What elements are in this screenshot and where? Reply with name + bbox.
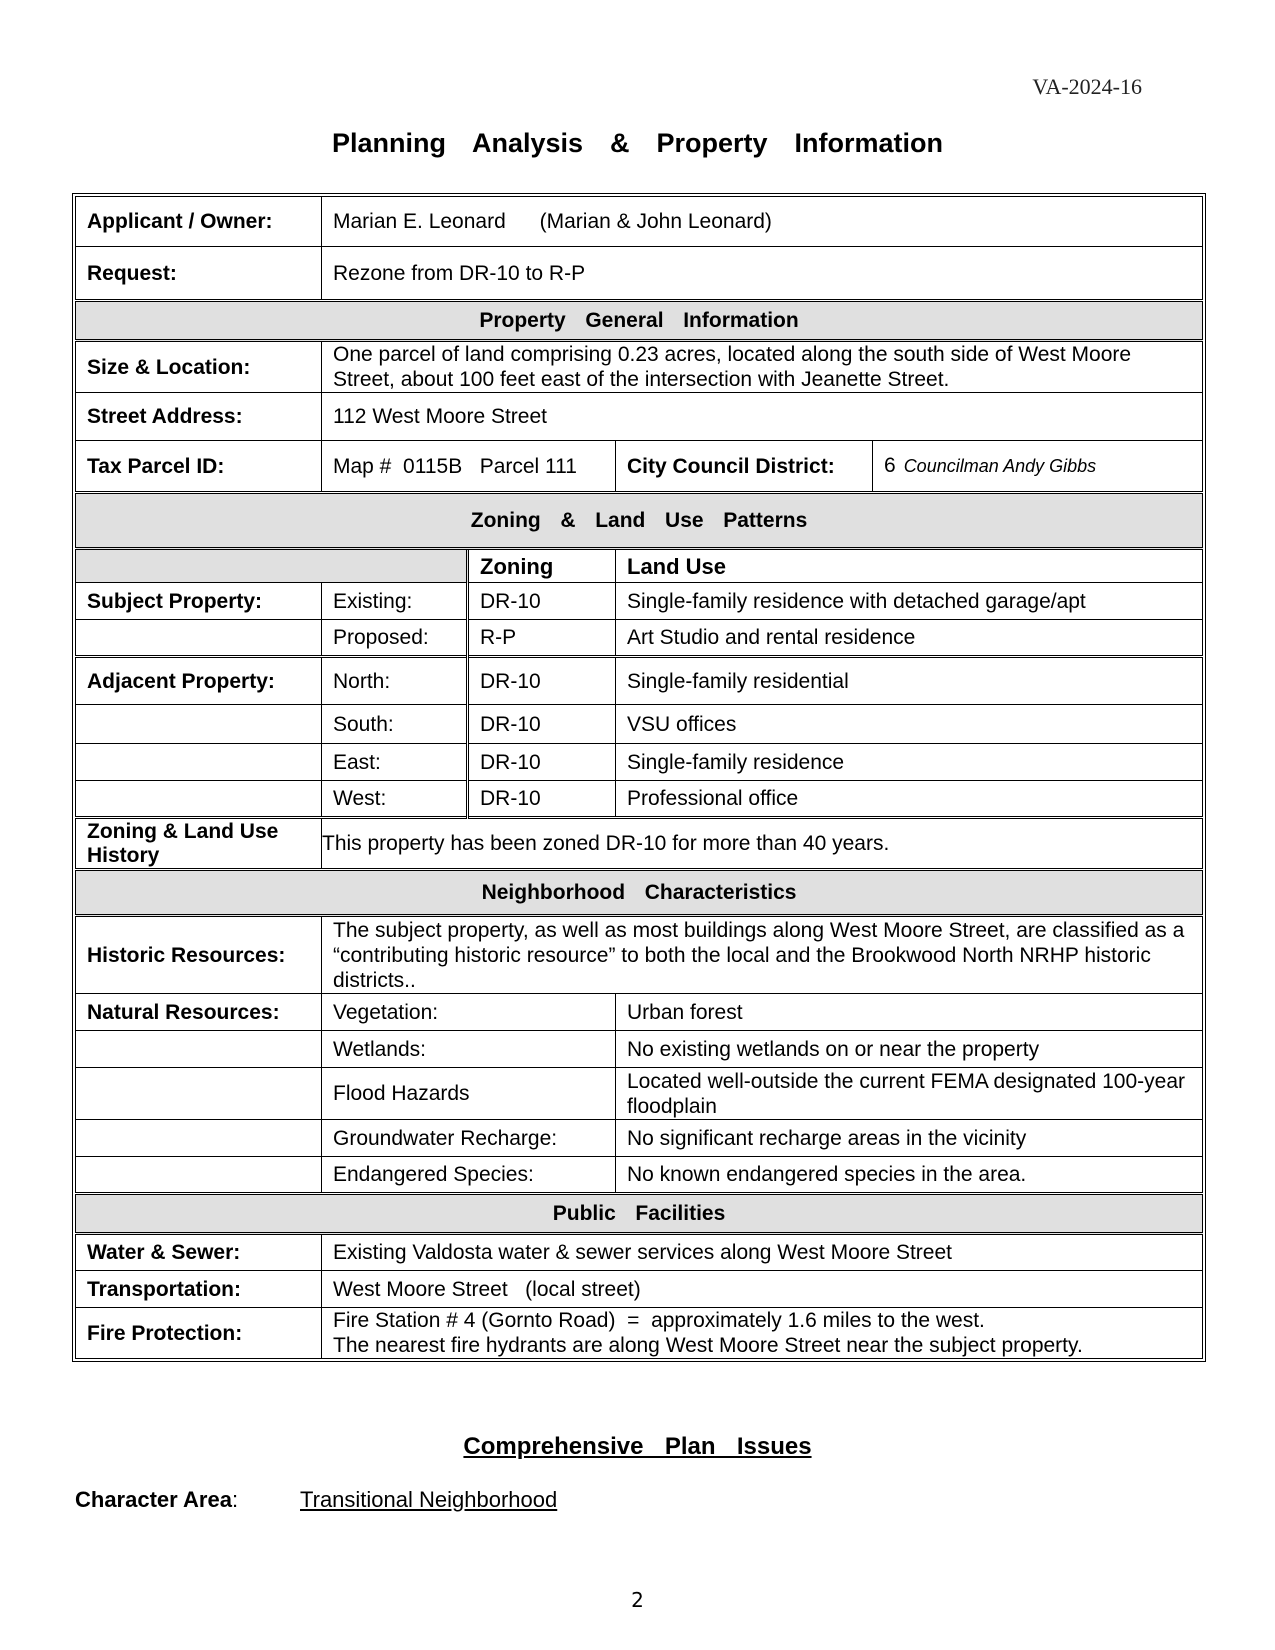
adjacent-zoning: DR-10 [468,657,616,705]
request-row [76,247,1203,301]
size-location-label: Size & Location: [76,341,322,393]
section-heading: Public Facilities [76,1194,1203,1234]
zoning-history-row [76,818,1203,870]
adjacent-east-row [76,744,1203,781]
adjacent-zoning: DR-10 [468,781,616,818]
council-district-label: City Council District: [616,441,873,493]
subject-proposed-row [76,620,1203,657]
zoning-column-headers [76,549,1203,583]
council-district-number: 6 [884,454,896,477]
natural-resources-label: Natural Resources: [76,994,322,1031]
transportation-row [76,1271,1203,1308]
case-number: VA-2024-16 [1032,74,1142,99]
character-area-colon: : [231,1487,239,1512]
section-heading: Property General Information [76,301,1203,341]
size-location-value: One parcel of land comprising 0.23 acres, located along the south side of West Moore Street, about 100 feet east of the intersection with Jeanette Street. [322,341,1203,393]
fire-hydrant-line: The nearest fire hydrants are along West Moore Street near the subject property. [333,1334,1083,1357]
adjacent-direction: North: [322,657,468,705]
street-address-value: 112 West Moore Street [322,393,1203,441]
water-sewer-label: Water & Sewer: [76,1234,322,1271]
adjacent-direction: South: [322,705,468,744]
natural-vegetation-row [76,994,1203,1031]
transportation-label: Transportation: [76,1271,322,1308]
character-area [75,1487,558,1513]
empty-label-cell [76,1068,322,1120]
adjacent-land-use: Professional office [616,781,1203,818]
historic-resources-label: Historic Resources: [76,916,322,994]
adjacent-zoning: DR-10 [468,744,616,781]
adjacent-property-label: Adjacent Property: [76,657,322,705]
zoning-history-value: This property has been zoned DR-10 for more than 40 years. [322,818,1203,870]
natural-value: No existing wetlands on or near the property [616,1031,1203,1068]
size-location-row [76,341,1203,393]
tax-parcel-row [76,441,1203,493]
section-neighborhood [76,870,1203,916]
natural-value: No significant recharge areas in the vicinity [616,1120,1203,1157]
applicant-row [76,197,1203,247]
zoning-history-label: Zoning & Land Use History [76,818,322,870]
fire-protection-value [322,1308,1203,1359]
character-area-value: Transitional Neighborhood [300,1487,558,1512]
natural-endangered-row [76,1157,1203,1194]
street-address-label: Street Address: [76,393,322,441]
fire-station-line: Fire Station # 4 (Gornto Road) = approximately 1.6 miles to the west. [333,1309,985,1332]
section-heading: Neighborhood Characteristics [76,870,1203,916]
property-info-table [75,196,1203,1359]
council-district-rep: Councilman Andy Gibbs [903,456,1097,476]
transportation-value: West Moore Street (local street) [322,1271,1203,1308]
empty-label-cell [76,744,322,781]
applicant-label: Applicant / Owner: [76,197,322,247]
subject-existing-row [76,583,1203,620]
adjacent-north-row [76,657,1203,705]
empty-label-cell [76,1157,322,1194]
page-title: Planning Analysis & Property Information [331,128,944,158]
natural-item: Endangered Species: [322,1157,616,1194]
tax-parcel-value: Map # 0115B Parcel 111 [322,441,616,493]
applicant-co-owners: (Marian & John Leonard) [539,210,772,233]
character-area-label: Character Area [75,1487,232,1512]
subject-property-label: Subject Property: [76,583,322,620]
adjacent-zoning: DR-10 [468,705,616,744]
water-sewer-value: Existing Valdosta water & sewer services along West Moore Street [322,1234,1203,1271]
natural-value: Located well-outside the current FEMA designated 100-year floodplain [616,1068,1203,1120]
applicant-value [322,197,1203,247]
empty-label-cell [76,620,322,657]
historic-resources-value: The subject property, as well as most buildings along West Moore Street, are classified as a “contributing historic resource” to both the local and the Brookwood North NRHP historic districts.. [322,916,1203,994]
adjacent-west-row [76,781,1203,818]
land-use-column-header: Land Use [616,549,1203,583]
adjacent-land-use: Single-family residence [616,744,1203,781]
section-property-general [76,301,1203,341]
natural-item: Vegetation: [322,994,616,1031]
adjacent-south-row [76,705,1203,744]
natural-item: Wetlands: [322,1031,616,1068]
water-sewer-row [76,1234,1203,1271]
subject-type: Existing: [322,583,468,620]
natural-item: Groundwater Recharge: [322,1120,616,1157]
request-value: Rezone from DR-10 to R-P [322,247,1203,301]
request-label: Request: [76,247,322,301]
natural-item: Flood Hazards [322,1068,616,1120]
page-number: 2 [631,1588,644,1612]
zoning-column-header: Zoning [468,549,616,583]
subject-land-use: Single-family residence with detached garage/apt [616,583,1203,620]
natural-wetlands-row [76,1031,1203,1068]
empty-label-cell [76,705,322,744]
adjacent-direction: East: [322,744,468,781]
applicant-name: Marian E. Leonard [333,210,506,233]
empty-label-cell [76,1120,322,1157]
natural-value: No known endangered species in the area. [616,1157,1203,1194]
adjacent-direction: West: [322,781,468,818]
tax-parcel-label: Tax Parcel ID: [76,441,322,493]
natural-flood-row [76,1068,1203,1120]
section-zoning-land-use [76,493,1203,549]
street-address-row [76,393,1203,441]
section-heading: Zoning & Land Use Patterns [76,493,1203,549]
subject-type: Proposed: [322,620,468,657]
fire-protection-row [76,1308,1203,1359]
subject-zoning: DR-10 [468,583,616,620]
adjacent-land-use: VSU offices [616,705,1203,744]
adjacent-land-use: Single-family residential [616,657,1203,705]
natural-value: Urban forest [616,994,1203,1031]
empty-label-cell [76,781,322,818]
empty-label-cell [76,1031,322,1068]
fire-protection-label: Fire Protection: [76,1308,322,1359]
historic-resources-row [76,916,1203,994]
subject-zoning: R-P [468,620,616,657]
blank-header-cell [76,549,468,583]
council-district-value [873,441,1203,493]
subject-land-use: Art Studio and rental residence [616,620,1203,657]
natural-groundwater-row [76,1120,1203,1157]
section-public-facilities [76,1194,1203,1234]
comprehensive-plan-heading: Comprehensive Plan Issues [463,1433,812,1460]
